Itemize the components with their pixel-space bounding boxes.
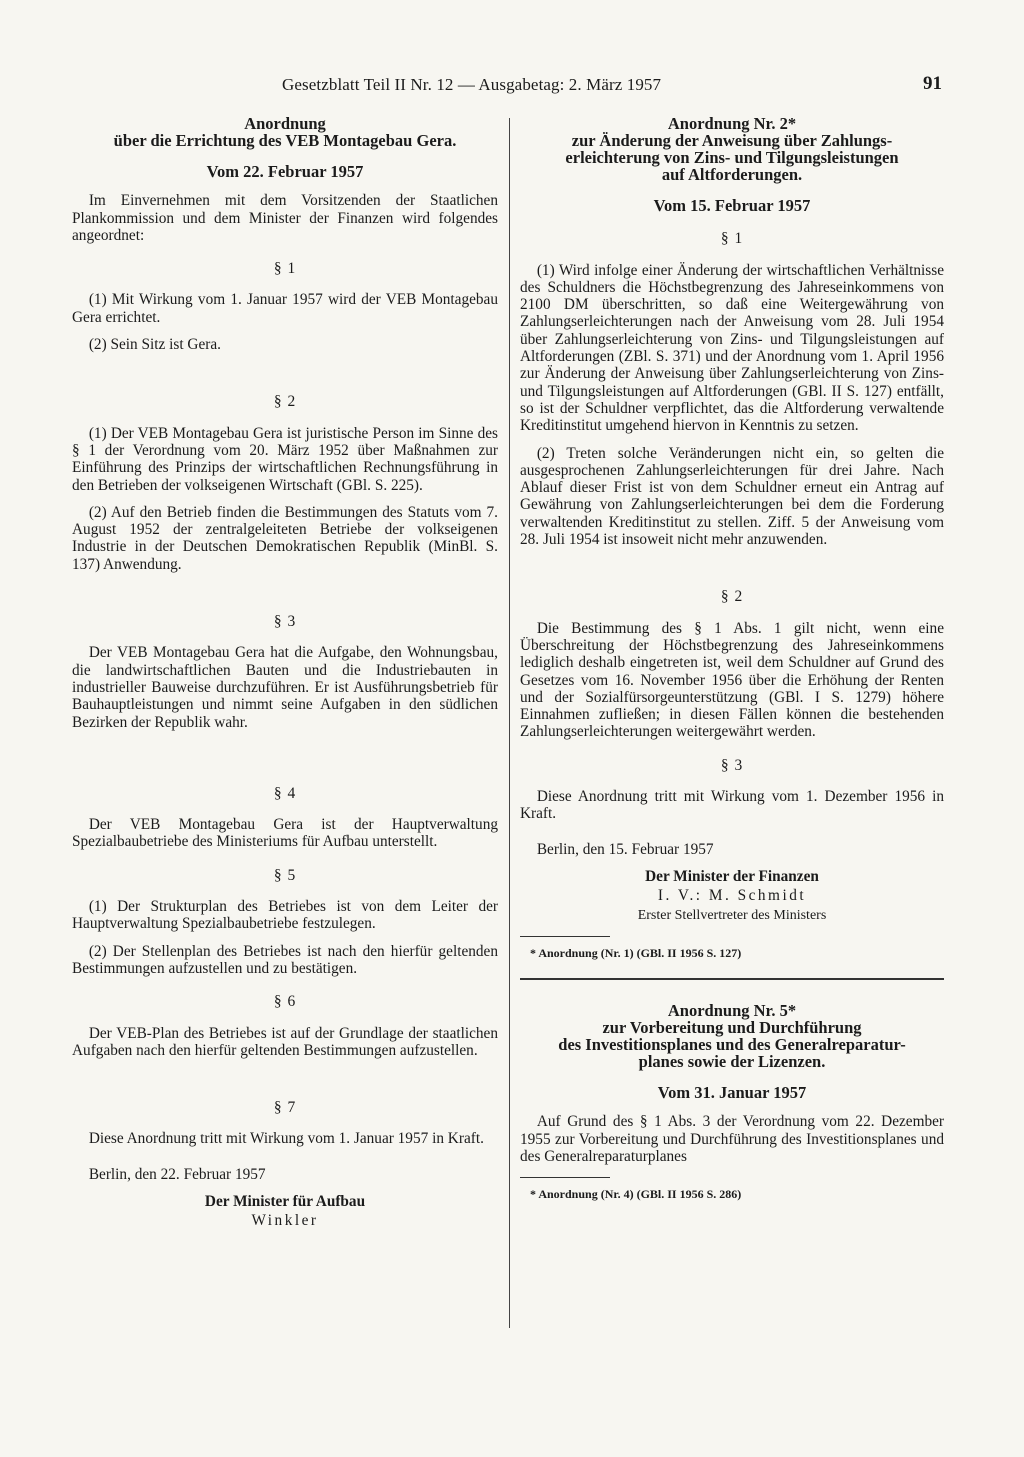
section-paragraph: (1) Der VEB Montagebau Gera ist juristische Person im Sinne des § 1 der Verordnung vom 20. März 1952 über Maßnahmen zur Einführung des Prinzips der wirtschaftlichen Rechnungsführung in den Betrieben der volkseigenen Wirtschaft (GBl. S. 225). [72,424,498,494]
section-heading: § 6 [273,993,297,1011]
ordinance-subject: des Investitionsplanes und des Generalreparatur- [558,1035,906,1055]
signer-role: Der Minister für Aufbau [204,1192,366,1210]
ordinance-subject: zur Vorbereitung und Durchführung [602,1018,862,1038]
right-column [520,115,944,1204]
section-heading: § 7 [273,1099,297,1117]
page-number: 91 [923,73,942,94]
ordinance-heading: Anordnung [244,114,326,133]
signer-name: I. V.: M. Schmidt [657,887,807,905]
section-paragraph: Diese Anordnung tritt mit Wirkung vom 1. Januar 1957 in Kraft. [88,1130,484,1148]
section-heading: § 5 [273,866,297,884]
footnote-rule [520,1177,610,1178]
section-paragraph: Diese Anordnung tritt mit Wirkung vom 1. Dezember 1956 in Kraft. [520,788,944,823]
gazette-title: Gesetzblatt Teil II Nr. 12 — Ausgabetag: 2. März 1957 [282,75,662,94]
ordinance-subject: auf Altforderungen. [661,165,803,184]
signer-name: Winkler [251,1212,319,1230]
ordinance-subject: zur Änderung der Anweisung über Zahlungs- [571,131,893,150]
footnote: * Anordnung (Nr. 4) (GBl. II 1956 S. 286) [530,1187,742,1202]
section-paragraph: (2) Der Stellenplan des Betriebes ist nach den hierfür geltenden Bestimmungen aufzustellen und zu bestätigen. [72,942,498,977]
section-heading: § 1 [273,260,297,278]
section-paragraph: (1) Wird infolge einer Änderung der wirtschaftlichen Verhältnisse des Schuldners die Höchstbegrenzung des Jahreseinkommens von 2100 DM überschritten, so daß eine Weitergewährung von Zahlungserleichterungen nach der Anweisung vom 28. Juli 1954 über Zahlungserleichterung von Zins- und Tilgungsleistungen auf Altforderungen (ZBl. S. 371) und der Anordnung vom 1. April 1956 zur Änderung der Anweisung über Zahlungserleichterung von Zins- und Tilgungsleistungen auf Altforderungen (GBl. II S. 127) entfällt, so ist der Schuldner verpflichtet, das die Altforderung verwaltende Kreditinstitut umgehend hiervon in Kenntnis zu setzen. [520,261,944,435]
section-paragraph: Die Bestimmung des § 1 Abs. 1 gilt nicht, wenn eine Überschreitung der Höchstbegrenzung des Jahreseinkommens lediglich deshalb eingetreten ist, weil dem Schuldner auf Grund des Gesetzes vom 16. November 1956 über die Erhöhung der Renten und der Sozialfürsorgeunterstützung (GBl. I S. 1279) höhere Einnahmen zufließen; in diesen Fällen können die bestehenden Zahlungserleichterungen weitergewährt werden. [520,619,944,741]
section-heading: § 3 [273,613,297,631]
section-separator [520,978,944,980]
section-paragraph: Der VEB-Plan des Betriebes ist auf der Grundlage der staatlichen Aufgaben nach den hierfür geltenden Bestimmungen aufzustellen. [72,1024,498,1059]
section-paragraph: Der VEB Montagebau Gera hat die Aufgabe, den Wohnungsbau, die landwirtschaftlichen Bauten und die Industriebauten in industrieller Bauweise durchzuführen. Er ist Ausführungsbetrieb für Bauhauptleistungen und nimmt seine Aufgaben in den südlichen Bezirken der Republik wahr. [72,644,498,731]
section-heading: § 3 [720,756,744,774]
left-column [72,115,498,1232]
footnote-rule [520,936,610,937]
ordinance-subject: über die Errichtung des VEB Montagebau Gera. [113,131,457,150]
place-date: Berlin, den 15. Februar 1957 [536,840,714,858]
ordinance-date: Vom 31. Januar 1957 [657,1083,807,1103]
ordinance-heading: Anordnung Nr. 2* [667,114,797,133]
intro-paragraph: Im Einvernehmen mit dem Vorsitzenden der Staatlichen Plankommission und dem Minister der Finanzen wird folgendes angeordnet: [72,192,498,244]
section-paragraph: (2) Treten solche Veränderungen nicht ein, so gelten die ausgesprochenen Zahlungserleichterungen für drei Jahre. Nach Ablauf dieser Frist ist von dem Schuldner erneut ein Antrag auf Gewährung von Zahlungserleichterungen bei dem die Forderung verwaltenden Kreditinstitut zu stellen. Ziff. 5 der Anweisung vom 28. Juli 1954 ist insoweit nicht mehr anzuwenden. [520,444,944,549]
ordinance-subject: planes sowie der Lizenzen. [638,1052,826,1072]
section-heading: § 2 [273,393,297,411]
section-paragraph: (2) Auf den Betrieb finden die Bestimmungen des Statuts vom 7. August 1952 der zentralgeleiteten Betriebe der volkseigenen Industrie in der Deutschen Demokratischen Republik (MinBl. S. 137) Anwendung. [72,503,498,573]
ordinance-date: Vom 15. Februar 1957 [653,196,811,215]
ordinance-date: Vom 22. Februar 1957 [206,162,364,181]
column-divider [509,118,510,1328]
section-paragraph: (1) Der Strukturplan des Betriebes ist von dem Leiter der Hauptverwaltung Spezialbaubetriebe festzulegen. [72,898,498,933]
section-heading: § 4 [273,784,297,802]
place-date: Berlin, den 22. Februar 1957 [88,1165,266,1183]
section-paragraph: Auf Grund des § 1 Abs. 3 der Verordnung vom 22. Dezember 1955 zur Vorbereitung und Durchführung des Investitionsplanes und des Generalreparaturplanes [520,1113,944,1165]
footnote: * Anordnung (Nr. 1) (GBl. II 1956 S. 127) [530,945,742,960]
section-paragraph: (1) Mit Wirkung vom 1. Januar 1957 wird der VEB Montagebau Gera errichtet. [72,291,498,326]
section-heading: § 2 [720,588,744,606]
section-paragraph: (2) Sein Sitz ist Gera. [88,336,221,354]
section-paragraph: Der VEB Montagebau Gera ist der Hauptverwaltung Spezialbaubetriebe des Ministeriums für Aufbau unterstellt. [72,816,498,851]
signer-title: Erster Stellvertreter des Ministers [637,907,827,923]
ordinance-subject: erleichterung von Zins- und Tilgungsleistungen [565,148,899,167]
section-heading: § 1 [720,230,744,248]
ordinance-heading: Anordnung Nr. 5* [667,1001,797,1021]
signer-role: Der Minister der Finanzen [645,867,819,885]
page-header [0,70,1024,100]
